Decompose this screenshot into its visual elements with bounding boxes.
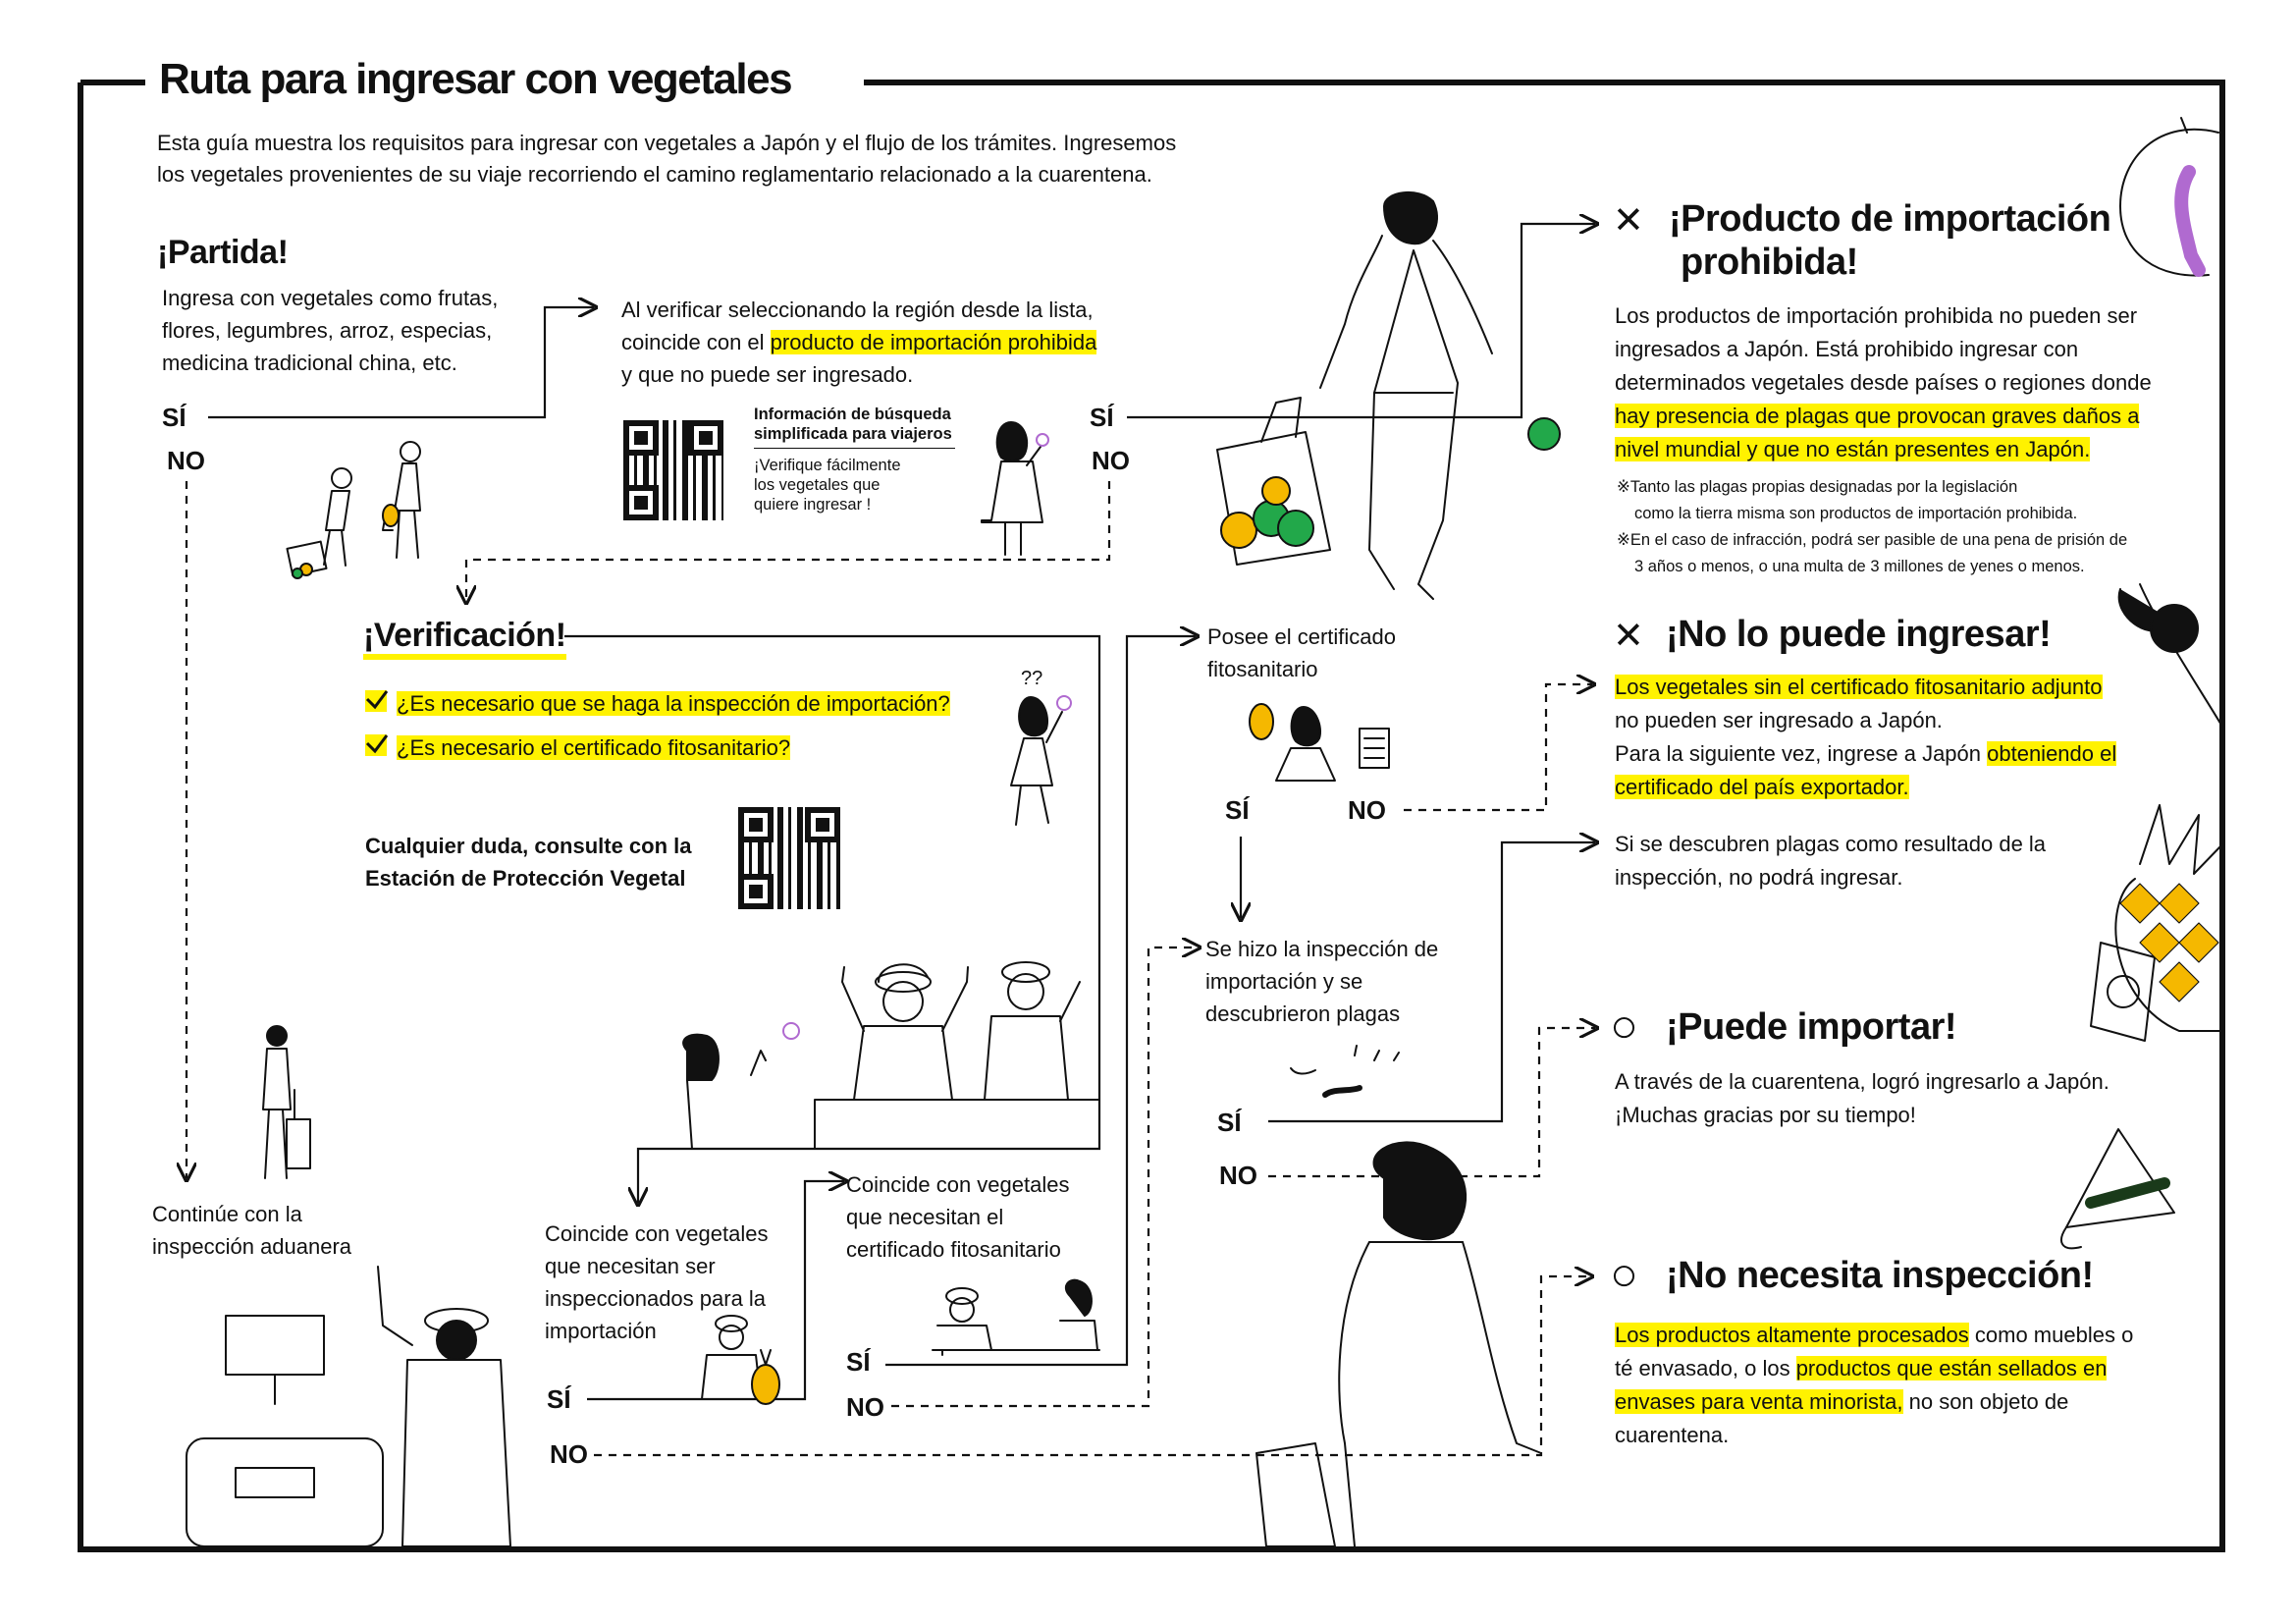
q-insp-line-4: importación bbox=[545, 1319, 657, 1343]
apple-worm-illustration bbox=[2120, 118, 2218, 276]
cannot-pests-2: inspección, no podrá ingresar. bbox=[1615, 865, 1903, 890]
q-pests-yes: SÍ bbox=[1217, 1108, 1242, 1137]
prohibited-note-4: 3 años o menos, o una multa de 3 millones de yenes o menos. bbox=[1634, 558, 2085, 575]
q1-line-2: coincide con el producto de importación prohibida bbox=[621, 330, 1097, 354]
prohibited-x-icon: ✕ bbox=[1613, 200, 1644, 242]
walking-man-illustration bbox=[1217, 192, 1560, 599]
q-pests-line-3: descubrieron plagas bbox=[1205, 1001, 1401, 1026]
cannot-line-3: Para la siguiente vez, ingrese a Japón obteniendo el bbox=[1615, 741, 2117, 766]
start-line-1: Ingresa con vegetales como frutas, bbox=[162, 286, 499, 310]
qr-info-note-3: quiere ingresar ! bbox=[754, 496, 872, 514]
worms-illustration bbox=[1291, 1046, 1399, 1095]
arrow-hascert-no bbox=[1404, 684, 1592, 810]
prohibited-heading-1: ¡Producto de importación bbox=[1669, 198, 2111, 240]
cannot-line-4: certificado del país exportador. bbox=[1615, 775, 1909, 799]
woman-flower-2-illustration bbox=[1011, 696, 1071, 825]
noinsp-circle-icon: ○ bbox=[1610, 1249, 1638, 1301]
start-line-2: flores, legumbres, arroz, especias, bbox=[162, 318, 493, 343]
can-line-1: A través de la cuarentena, logró ingresarlo a Japón. bbox=[1615, 1069, 2109, 1094]
start-heading: ¡Partida! bbox=[157, 234, 289, 271]
q-insp-line-1: Coincide con vegetales bbox=[545, 1221, 769, 1246]
can-circle-icon: ○ bbox=[1610, 1001, 1638, 1053]
qr-code-search[interactable] bbox=[623, 420, 723, 520]
officers-writing-illustration bbox=[933, 1280, 1099, 1355]
officer-pineapple-illustration bbox=[702, 1316, 779, 1404]
cannot-line-2: no pueden ser ingresado a Japón. bbox=[1615, 708, 1943, 732]
q-pests-line-1: Se hizo la inspección de bbox=[1205, 937, 1439, 961]
qr-info-note-1: ¡Verifique fácilmente bbox=[754, 457, 901, 474]
prohibited-line-2: ingresados a Japón. Está prohibido ingresar con bbox=[1615, 337, 2079, 361]
verify-check-2: ¿Es necesario el certificado fitosanitario? bbox=[397, 735, 791, 760]
q-hascert-yes: SÍ bbox=[1225, 795, 1250, 825]
woman-certificate-illustration bbox=[1250, 704, 1389, 781]
can-heading: ¡Puede importar! bbox=[1666, 1006, 1957, 1048]
q-certneeded-line-2: que necesitan el bbox=[846, 1205, 1004, 1229]
prohibited-note-1: ※Tanto las plagas propias designadas por la legislación bbox=[1617, 478, 2018, 496]
officers-illustration bbox=[683, 962, 1099, 1149]
start-yes: SÍ bbox=[162, 403, 187, 432]
customs-line-2: inspección aduanera bbox=[152, 1234, 352, 1259]
cannot-heading: ¡No lo puede ingresar! bbox=[1666, 614, 2052, 655]
noinsp-line-2: té envasado, o los productos que están sellados en bbox=[1615, 1356, 2108, 1380]
verify-check-1: ¿Es necesario que se haga la inspección de importación? bbox=[397, 691, 950, 716]
noinsp-line-3: envases para venta minorista, no son objeto de bbox=[1615, 1389, 2069, 1414]
q-insp-yes: SÍ bbox=[547, 1384, 571, 1414]
customs-officer-illustration bbox=[187, 1267, 510, 1546]
prohibited-hl-1: hay presencia de plagas que provocan graves daños a bbox=[1615, 404, 2140, 428]
intro-line-2: los vegetales provenientes de su viaje recorriendo el camino reglamentario relacionado a la cuarentena. bbox=[157, 162, 1152, 187]
qr-info-title-2: simplificada para viajeros bbox=[754, 425, 952, 443]
hand-illustration bbox=[2119, 584, 2222, 727]
q1-line-1: Al verificar seleccionando la región desde la lista, bbox=[621, 298, 1094, 322]
consult-line-2: Estación de Protección Vegetal bbox=[365, 866, 686, 891]
cannot-hl-1: Los vegetales sin el certificado fitosanitario adjunto bbox=[1615, 675, 2103, 699]
intro-line-1: Esta guía muestra los requisitos para ingresar con vegetales a Japón y el flujo de los trámites. Ingresemos bbox=[157, 131, 1177, 155]
start-line-3: medicina tradicional china, etc. bbox=[162, 351, 457, 375]
q-certneeded-line-3: certificado fitosanitario bbox=[846, 1237, 1061, 1262]
q-pests-no: NO bbox=[1219, 1161, 1257, 1190]
tea-bag-illustration bbox=[2061, 1129, 2174, 1248]
cannot-pests-1: Si se descubren plagas como resultado de la bbox=[1615, 832, 2047, 856]
page-title: Ruta para ingresar con vegetales bbox=[145, 55, 805, 104]
q1-line-3: y que no puede ser ingresado. bbox=[621, 362, 914, 387]
prohibited-note-3: ※En el caso de infracción, podrá ser pasible de una pena de prisión de bbox=[1617, 531, 2128, 549]
q1-no: NO bbox=[1092, 446, 1130, 475]
q-insp-no: NO bbox=[550, 1439, 588, 1469]
travelers-illustration bbox=[287, 442, 420, 578]
checkbox-icons bbox=[365, 690, 387, 756]
start-no: NO bbox=[167, 446, 205, 475]
q-certneeded-line-1: Coincide con vegetales bbox=[846, 1172, 1070, 1197]
prohibited-line-3: determinados vegetales desde países o regiones donde bbox=[1615, 370, 2152, 395]
prohibited-hl-2: nivel mundial y que no están presentes en Japón. bbox=[1615, 437, 2091, 461]
qr-info-note-2: los vegetales que bbox=[754, 476, 881, 494]
qr-info-title-1: Información de búsqueda bbox=[754, 406, 951, 423]
prohibited-line-1: Los productos de importación prohibida no pueden ser bbox=[1615, 303, 2138, 328]
woman-flower-illustration bbox=[982, 422, 1048, 555]
q-hascert-no: NO bbox=[1348, 795, 1386, 825]
q-pests-line-2: importación y se bbox=[1205, 969, 1363, 994]
woman-bottom-illustration bbox=[1256, 1142, 1541, 1546]
prohibited-heading-2: prohibida! bbox=[1681, 242, 1858, 283]
q-certneeded-no: NO bbox=[846, 1392, 884, 1422]
flight-attendant-illustration bbox=[263, 1026, 310, 1178]
q1-yes: SÍ bbox=[1090, 403, 1114, 432]
q-insp-line-3: inspeccionados para la bbox=[545, 1286, 767, 1311]
q-hascert-line-1: Posee el certificado bbox=[1207, 624, 1396, 649]
qr-code-consult[interactable] bbox=[738, 807, 840, 909]
arrow-q1-yes bbox=[1127, 224, 1595, 417]
confused-marks: ?? bbox=[1021, 668, 1043, 689]
noinsp-line-1: Los productos altamente procesados como muebles o bbox=[1615, 1323, 2134, 1347]
cannot-x-icon: ✕ bbox=[1613, 616, 1644, 657]
consult-line-1: Cualquier duda, consulte con la bbox=[365, 834, 692, 858]
noinsp-heading: ¡No necesita inspección! bbox=[1666, 1255, 2094, 1296]
q-certneeded-yes: SÍ bbox=[846, 1347, 871, 1377]
verify-heading: ¡Verificación! bbox=[363, 617, 566, 660]
pineapple-illustration bbox=[2091, 805, 2222, 1041]
customs-line-1: Continúe con la bbox=[152, 1202, 302, 1226]
prohibited-note-2: como la tierra misma son productos de importación prohibida. bbox=[1634, 505, 2078, 522]
noinsp-line-4: cuarentena. bbox=[1615, 1423, 1730, 1447]
qr-info-divider bbox=[754, 448, 955, 449]
q-hascert-line-2: fitosanitario bbox=[1207, 657, 1318, 681]
q-insp-line-2: que necesitan ser bbox=[545, 1254, 716, 1278]
can-line-2: ¡Muchas gracias por su tiempo! bbox=[1615, 1103, 1916, 1127]
